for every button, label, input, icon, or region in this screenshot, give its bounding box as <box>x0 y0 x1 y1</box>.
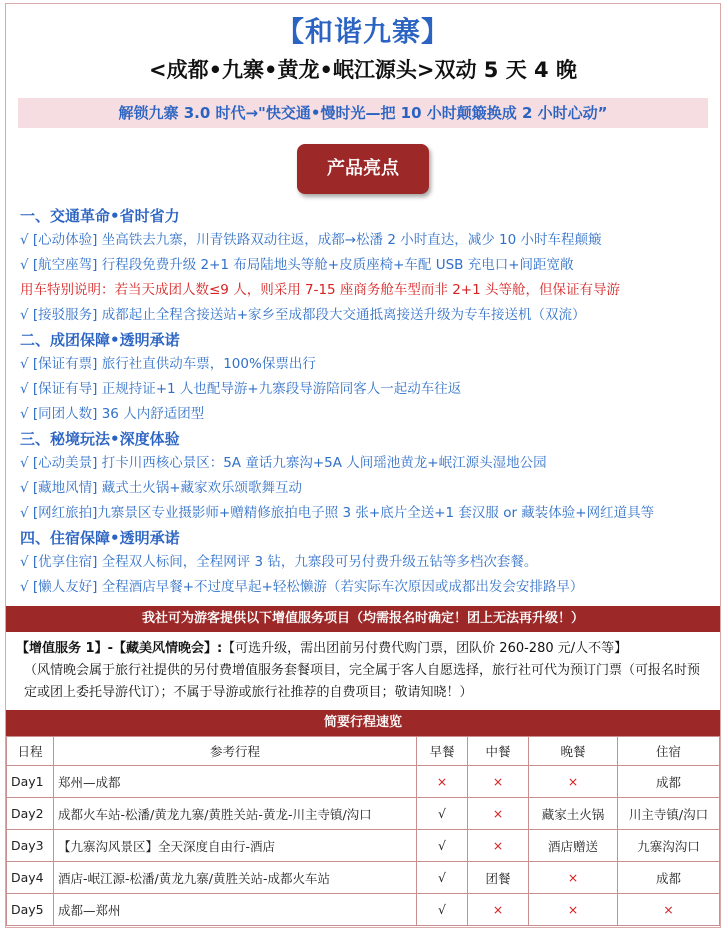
feature-line: √ [优享住宿] 全程双人标间，全程网评 3 钻，九寨段可另付费升级五钻等多档次套餐。 <box>20 554 538 570</box>
day-cell: Day5 <box>7 894 54 926</box>
feature-line: √ [懒人友好] 全程酒店早餐+不过度早起+轻松懒游（若实际车次原因或成都出发会安排路早） <box>20 579 584 595</box>
route-cell: 酒店-岷江源-松潘/黄龙九寨/黄胜关站-成都火车站 <box>54 862 417 894</box>
service-note: （风情晚会属于旅行社提供的另付费增值服务套餐项目，完全属于客人自愿选择，旅行社可代为预订门票（可报名时预定或团上委托导游代订）；不属于导游或旅行社推荐的自费项目；敬请知晓！） <box>24 663 701 700</box>
hotel-cell: 成都 <box>618 766 720 798</box>
feature-line: √ [保证有票] 旅行社直供动车票，100%保票出行 <box>20 356 316 372</box>
dinner-cell: × <box>529 766 618 798</box>
breakfast-cell: √ <box>417 894 468 926</box>
feature-line: √ [网红旅拍]九寨景区专业摄影师+赠精修旅拍电子照 3 张+底片全送+1 套汉服 or 藏装体验+网红道具等 <box>20 505 655 521</box>
route-cell: 郑州—成都 <box>54 766 417 798</box>
slogan-banner: 解锁九寨 3.0 时代→"快交通•慢时光—把 10 小时颠簸换成 2 小时心动” <box>18 98 708 128</box>
feature-line: √ [心动体验] 坐高铁去九寨，川青铁路双动往返，成都→松潘 2 小时直达，减少 10 小时车程颠簸 <box>20 232 602 248</box>
feature-line: √ [保证有导] 正规持证+1 人也配导游+九寨段导游陪同客人一起动车往返 <box>20 381 462 397</box>
hotel-cell: 九寨沟沟口 <box>618 830 720 862</box>
table-row <box>7 894 720 926</box>
breakfast-cell: × <box>417 766 468 798</box>
highlights-content <box>20 204 720 600</box>
page-title: 【和谐九寨】 <box>275 15 450 48</box>
route-cell: 成都—郑州 <box>54 894 417 926</box>
feature-line: √ [心动美景] 打卡川西核心景区：5A 童话九寨沟+5A 人间瑶池黄龙+岷江源头湿地公园 <box>20 455 547 471</box>
highlights-button[interactable]: 产品亮点 <box>297 144 429 194</box>
header-day: 日程 <box>7 737 54 766</box>
header-breakfast: 早餐 <box>417 737 468 766</box>
itinerary-table <box>6 736 720 926</box>
hotel-cell: 成都 <box>618 862 720 894</box>
hotel-cell: × <box>618 894 720 926</box>
section-heading: 二、成团保障•透明承诺 <box>20 331 180 349</box>
day-cell: Day1 <box>7 766 54 798</box>
lunch-cell: × <box>468 798 529 830</box>
day-cell: Day4 <box>7 862 54 894</box>
value-added-banner: 我社可为游客提供以下增值服务项目（均需报名时确定！团上无法再升级！） <box>6 606 720 632</box>
hotel-cell: 川主寺镇/沟口 <box>618 798 720 830</box>
header-route: 参考行程 <box>54 737 417 766</box>
lunch-cell: × <box>468 830 529 862</box>
feature-line: √ [接驳服务] 成都起止全程含接送站+家乡至成都段大交通抵离接送升级为专车接送机（双流） <box>20 307 586 323</box>
feature-line: √ [藏地风情] 藏式土火锅+藏家欢乐颂歌舞互动 <box>20 480 303 496</box>
route-subtitle: <成都•九寨•黄龙•岷江源头>双动 5 天 4 晚 <box>149 58 577 82</box>
table-row <box>7 862 720 894</box>
dinner-cell: × <box>529 862 618 894</box>
itinerary-banner: 简要行程速览 <box>6 710 720 736</box>
table-header-row <box>7 737 720 766</box>
header-lunch: 中餐 <box>468 737 529 766</box>
breakfast-cell: √ <box>417 830 468 862</box>
section-heading: 三、秘境玩法•深度体验 <box>20 430 180 448</box>
vehicle-notice: 用车特别说明：若当天成团人数≤9 人，则采用 7-15 座商务舱车型而非 2+1 头等舱，但保证有导游 <box>20 282 620 298</box>
section-heading: 四、住宿保障•透明承诺 <box>20 529 180 547</box>
poster <box>5 3 721 928</box>
service-price: 【可选升级，需出团前另付费代购门票，团队价 260-280 元/人不等】 <box>222 641 628 656</box>
feature-line: √ [航空座驾] 行程段免费升级 2+1 布局陆地头等舱+皮质座椅+车配 USB 充电口+间距宽敞 <box>20 257 574 273</box>
table-row <box>7 798 720 830</box>
table-row <box>7 766 720 798</box>
route-cell: 【九寨沟风景区】全天深度自由行-酒店 <box>54 830 417 862</box>
value-added-service <box>6 632 720 704</box>
section-heading: 一、交通革命•省时省力 <box>20 207 180 225</box>
breakfast-cell: √ <box>417 798 468 830</box>
dinner-cell: 藏家土火锅 <box>529 798 618 830</box>
lunch-cell: 团餐 <box>468 862 529 894</box>
dinner-cell: 酒店赠送 <box>529 830 618 862</box>
lunch-cell: × <box>468 894 529 926</box>
service-title: 【增值服务 1】-【藏美风情晚会】: <box>16 641 223 656</box>
breakfast-cell: √ <box>417 862 468 894</box>
day-cell: Day3 <box>7 830 54 862</box>
table-row <box>7 830 720 862</box>
day-cell: Day2 <box>7 798 54 830</box>
header-hotel: 住宿 <box>618 737 720 766</box>
header-dinner: 晚餐 <box>529 737 618 766</box>
route-cell: 成都火车站-松潘/黄龙九寨/黄胜关站-黄龙-川主寺镇/沟口 <box>54 798 417 830</box>
feature-line: √ [同团人数] 36 人内舒适团型 <box>20 406 205 422</box>
lunch-cell: × <box>468 766 529 798</box>
dinner-cell: × <box>529 894 618 926</box>
